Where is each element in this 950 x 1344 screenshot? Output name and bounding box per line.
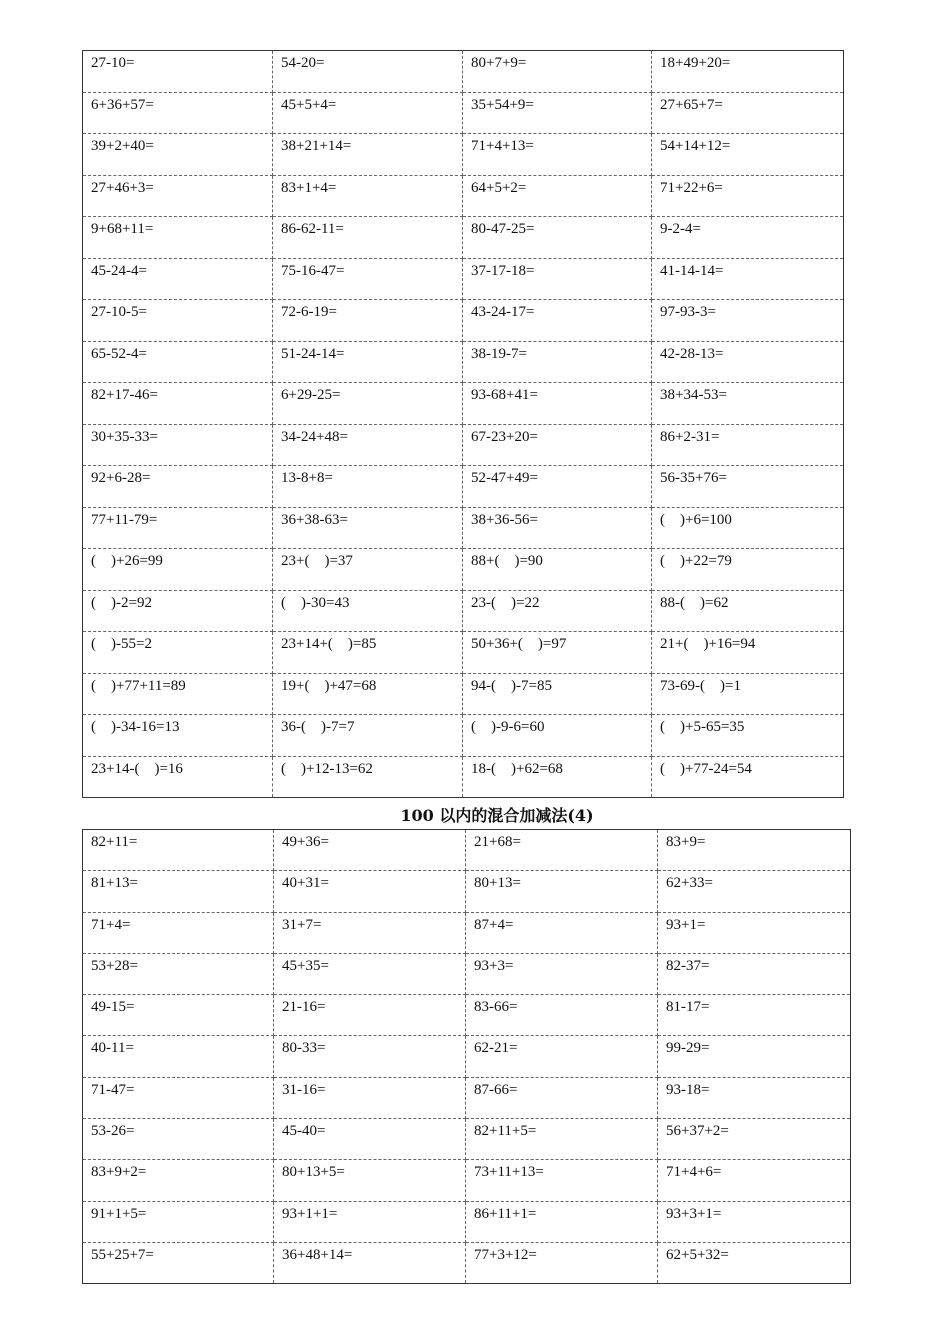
table-row — [83, 871, 851, 912]
table-row — [83, 424, 844, 466]
problem-cell: 30+35-33= — [83, 424, 273, 466]
problem-cell: 71+4+13= — [463, 134, 652, 176]
table-row — [83, 51, 844, 93]
problem-cell: 86+11+1= — [466, 1201, 658, 1242]
problem-cell: 49+36= — [274, 830, 466, 871]
problem-cell: ( )+12-13=62 — [273, 756, 463, 798]
problem-cell: 21+( )+16=94 — [652, 632, 844, 674]
problem-cell: 52-47+49= — [463, 466, 652, 508]
problem-cell: 19+( )+47=68 — [273, 673, 463, 715]
problem-cell: 83+9+2= — [83, 1160, 274, 1201]
problem-cell: 83+1+4= — [273, 175, 463, 217]
problem-cell: 9-2-4= — [652, 217, 844, 259]
problem-cell: 53-26= — [83, 1119, 274, 1160]
problem-cell: 93+3+1= — [658, 1201, 851, 1242]
table-row — [83, 673, 844, 715]
problem-cell: 49-15= — [83, 995, 274, 1036]
table-row — [83, 756, 844, 798]
problem-cell: 45-40= — [274, 1119, 466, 1160]
problem-cell: 6+29-25= — [273, 383, 463, 425]
problem-cell: 55+25+7= — [83, 1242, 274, 1283]
problem-cell: 27+65+7= — [652, 92, 844, 134]
problem-cell: ( )+5-65=35 — [652, 715, 844, 757]
problem-cell: 93-68+41= — [463, 383, 652, 425]
problem-cell: 86-62-11= — [273, 217, 463, 259]
problem-cell: 41-14-14= — [652, 258, 844, 300]
table-row — [83, 258, 844, 300]
worksheet-table-2 — [82, 829, 851, 1284]
table-row — [83, 507, 844, 549]
problem-cell: 9+68+11= — [83, 217, 273, 259]
problem-cell: 13-8+8= — [273, 466, 463, 508]
problem-cell: ( )+6=100 — [652, 507, 844, 549]
problem-cell: 97-93-3= — [652, 300, 844, 342]
problem-cell: 38+21+14= — [273, 134, 463, 176]
problem-cell: 40-11= — [83, 1036, 274, 1077]
table-row — [83, 175, 844, 217]
problem-cell: 27+46+3= — [83, 175, 273, 217]
problem-cell: 82+11+5= — [466, 1119, 658, 1160]
problem-cell: 94-( )-7=85 — [463, 673, 652, 715]
table-row — [83, 953, 851, 994]
problem-cell: 80-33= — [274, 1036, 466, 1077]
problem-cell: 62+5+32= — [666, 1246, 729, 1263]
table-row — [83, 134, 844, 176]
problem-cell: 73+11+13= — [466, 1160, 658, 1201]
problem-cell: 92+6-28= — [83, 466, 273, 508]
problem-cell: 93-18= — [658, 1077, 851, 1118]
problem-cell: 45+5+4= — [273, 92, 463, 134]
problem-cell: 53+28= — [83, 953, 274, 994]
table-row — [83, 466, 844, 508]
table-row — [83, 912, 851, 953]
problem-cell: ( )-34-16=13 — [83, 715, 273, 757]
problem-cell: 27-10= — [83, 51, 273, 93]
problem-cell: 82+17-46= — [83, 383, 273, 425]
problem-cell: 21-16= — [274, 995, 466, 1036]
problem-cell: 88+( )=90 — [463, 549, 652, 591]
problem-cell: 18-( )+62=68 — [463, 756, 652, 798]
problem-cell: 31-16= — [274, 1077, 466, 1118]
table-row — [83, 830, 851, 871]
problem-cell: 71-47= — [83, 1077, 274, 1118]
problem-cell: 83-66= — [466, 995, 658, 1036]
worksheet-table-1-body — [83, 51, 844, 798]
problem-cell: 80+13+5= — [274, 1160, 466, 1201]
problem-cell: 38+36-56= — [463, 507, 652, 549]
problem-cell: 36+48+14= — [274, 1242, 466, 1283]
problem-cell: 45+35= — [274, 953, 466, 994]
table-row — [83, 995, 851, 1036]
table-row — [83, 300, 844, 342]
problem-cell: 36+38-63= — [273, 507, 463, 549]
problem-cell: ( )-55=2 — [83, 632, 273, 674]
problem-cell: 77+11-79= — [83, 507, 273, 549]
problem-cell: 81-17= — [658, 995, 851, 1036]
table-row — [83, 632, 844, 674]
problem-cell: 31+7= — [274, 912, 466, 953]
problem-cell: 77+3+12= — [466, 1242, 658, 1283]
problem-cell: ( )+77+11=89 — [83, 673, 273, 715]
problem-cell: 71+22+6= — [652, 175, 844, 217]
problem-cell: 43-24-17= — [463, 300, 652, 342]
problem-cell: 45-24-4= — [83, 258, 273, 300]
table-row — [83, 341, 844, 383]
problem-cell: 64+5+2= — [463, 175, 652, 217]
problem-cell: 71+4= — [83, 912, 274, 953]
table-row — [83, 715, 844, 757]
problem-cell: 35+54+9= — [463, 92, 652, 134]
table-row — [83, 590, 844, 632]
problem-cell: 80-47-25= — [463, 217, 652, 259]
problem-cell: 23+14-( )=16 — [83, 756, 273, 798]
problem-cell: 37-17-18= — [463, 258, 652, 300]
problem-cell: 56+37+2= — [658, 1119, 851, 1160]
problem-cell: 23-( )=22 — [463, 590, 652, 632]
problem-cell: 93+1+1= — [274, 1201, 466, 1242]
table-row — [83, 1036, 851, 1077]
problem-cell: 73-69-( )=1 — [652, 673, 844, 715]
table-row — [83, 1242, 851, 1283]
problem-cell: 39+2+40= — [83, 134, 273, 176]
problem-cell: ( )+26=99 — [83, 549, 273, 591]
problem-cell: 27-10-5= — [83, 300, 273, 342]
problem-cell: 83+9= — [658, 830, 851, 871]
table-row — [83, 92, 844, 134]
problem-cell: ( )-2=92 — [83, 590, 273, 632]
problem-cell: 21+68= — [466, 830, 658, 871]
problem-cell: 82+11= — [83, 830, 274, 871]
problem-cell: ( )-30=43 — [273, 590, 463, 632]
problem-cell: 62-21= — [466, 1036, 658, 1077]
problem-cell: 99-29= — [658, 1036, 851, 1077]
table-row — [83, 383, 844, 425]
problem-cell: 56-35+76= — [652, 466, 844, 508]
problem-cell: 18+49+20= — [652, 51, 844, 93]
problem-cell: 65-52-4= — [83, 341, 273, 383]
problem-cell: 40+31= — [274, 871, 466, 912]
problem-cell: 93+3= — [466, 953, 658, 994]
problem-cell: 23+( )=37 — [273, 549, 463, 591]
problem-cell: 51-24-14= — [273, 341, 463, 383]
problem-cell: 54+14+12= — [652, 134, 844, 176]
problem-cell: 23+14+( )=85 — [273, 632, 463, 674]
problem-cell: 93+1= — [658, 912, 851, 953]
problem-cell: ( )-9-6=60 — [463, 715, 652, 757]
problem-cell: 82-37= — [658, 953, 851, 994]
problem-cell: 88-( )=62 — [652, 590, 844, 632]
problem-cell: 91+1+5= — [83, 1201, 274, 1242]
problem-cell: 75-16-47= — [273, 258, 463, 300]
problem-cell: 80+7+9= — [463, 51, 652, 93]
problem-cell: 54-20= — [273, 51, 463, 93]
problem-cell: 36-( )-7=7 — [273, 715, 463, 757]
problem-cell: ( )+22=79 — [652, 549, 844, 591]
problem-cell: 81+13= — [83, 871, 274, 912]
problem-cell: 38+34-53= — [652, 383, 844, 425]
problem-cell: 50+36+( )=97 — [463, 632, 652, 674]
problem-cell: 80+13= — [466, 871, 658, 912]
table-row — [83, 1077, 851, 1118]
problem-cell: 38-19-7= — [463, 341, 652, 383]
problem-cell: 6+36+57= — [83, 92, 273, 134]
problem-cell: 87+4= — [466, 912, 658, 953]
problem-cell: 86+2-31= — [652, 424, 844, 466]
table-row — [83, 549, 844, 591]
table-row — [83, 1201, 851, 1242]
problem-cell: 87-66= — [466, 1077, 658, 1118]
problem-cell: 42-28-13= — [652, 341, 844, 383]
problem-cell: 72-6-19= — [273, 300, 463, 342]
problem-cell: 62+33= — [658, 871, 851, 912]
problem-cell: 34-24+48= — [273, 424, 463, 466]
problem-cell: 71+4+6= — [658, 1160, 851, 1201]
problem-cell: 67-23+20= — [463, 424, 652, 466]
worksheet-table-2-body — [83, 830, 851, 1284]
section-title: 100 以内的混合加减法(4) — [400, 806, 594, 825]
table-row — [83, 1160, 851, 1201]
table-row — [83, 217, 844, 259]
problem-cell: ( )+77-24=54 — [660, 760, 752, 777]
table-row — [83, 1119, 851, 1160]
worksheet-table-1 — [82, 50, 844, 798]
